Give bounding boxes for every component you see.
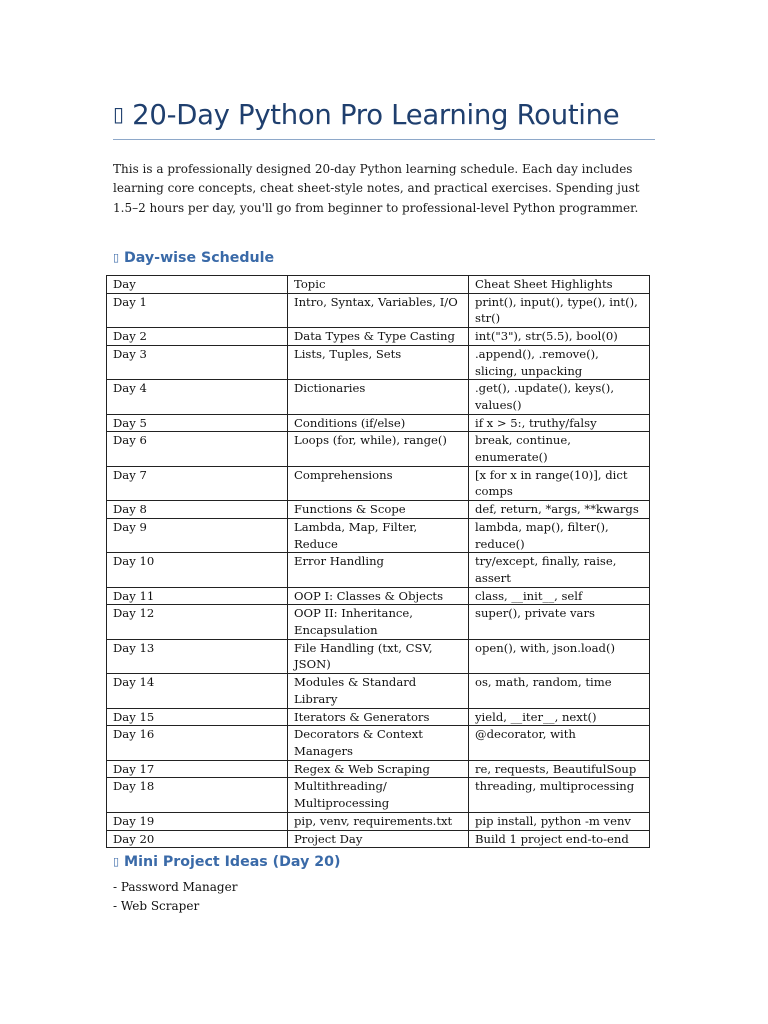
table-cell-highlights: break, continue, enumerate() bbox=[469, 432, 650, 466]
table-row bbox=[107, 726, 650, 760]
column-header-day: Day bbox=[107, 276, 288, 294]
table-row bbox=[107, 830, 650, 848]
table-cell-day: Day 19 bbox=[107, 812, 288, 830]
table-cell-topic: pip, venv, requirements.txt bbox=[288, 812, 469, 830]
table-row bbox=[107, 501, 650, 519]
table-cell-topic: Conditions (if/else) bbox=[288, 414, 469, 432]
table-cell-highlights: print(), input(), type(), int(), str() bbox=[469, 293, 650, 327]
table-row bbox=[107, 380, 650, 414]
table-cell-highlights: threading, multiprocessing bbox=[469, 778, 650, 812]
table-row bbox=[107, 414, 650, 432]
table-cell-day: Day 8 bbox=[107, 501, 288, 519]
table-row bbox=[107, 605, 650, 639]
table-cell-day: Day 11 bbox=[107, 587, 288, 605]
table-cell-day: Day 17 bbox=[107, 760, 288, 778]
table-cell-topic: Decorators & Context Managers bbox=[288, 726, 469, 760]
document-title-text: 20-Day Python Pro Learning Routine bbox=[132, 99, 620, 131]
table-row bbox=[107, 328, 650, 346]
table-cell-topic: Comprehensions bbox=[288, 466, 469, 500]
table-cell-topic: Iterators & Generators bbox=[288, 708, 469, 726]
table-cell-topic: Error Handling bbox=[288, 553, 469, 587]
table-cell-day: Day 18 bbox=[107, 778, 288, 812]
table-cell-highlights: def, return, *args, **kwargs bbox=[469, 501, 650, 519]
table-cell-highlights: os, math, random, time bbox=[469, 674, 650, 708]
schedule-table bbox=[106, 275, 650, 848]
table-cell-day: Day 2 bbox=[107, 328, 288, 346]
table-row bbox=[107, 778, 650, 812]
table-cell-day: Day 15 bbox=[107, 708, 288, 726]
table-cell-highlights: open(), with, json.load() bbox=[469, 639, 650, 673]
table-row bbox=[107, 708, 650, 726]
table-row bbox=[107, 432, 650, 466]
table-cell-day: Day 9 bbox=[107, 518, 288, 552]
table-cell-highlights: yield, __iter__, next() bbox=[469, 708, 650, 726]
table-cell-day: Day 4 bbox=[107, 380, 288, 414]
table-cell-highlights: super(), private vars bbox=[469, 605, 650, 639]
schedule-heading-text: Day-wise Schedule bbox=[124, 250, 275, 266]
table-cell-highlights: .get(), .update(), keys(), values() bbox=[469, 380, 650, 414]
table-cell-topic: Project Day bbox=[288, 830, 469, 848]
document-title bbox=[113, 92, 673, 137]
table-cell-topic: Intro, Syntax, Variables, I/O bbox=[288, 293, 469, 327]
table-cell-day: Day 6 bbox=[107, 432, 288, 466]
table-cell-highlights: .append(), .remove(), slicing, unpacking bbox=[469, 345, 650, 379]
table-row bbox=[107, 553, 650, 587]
table-cell-topic: Lambda, Map, Filter, Reduce bbox=[288, 518, 469, 552]
table-cell-highlights: pip install, python -m venv bbox=[469, 812, 650, 830]
table-row bbox=[107, 760, 650, 778]
table-cell-highlights: if x > 5:, truthy/falsy bbox=[469, 414, 650, 432]
missing-glyph-icon: ▯ bbox=[113, 251, 120, 264]
table-cell-day: Day 5 bbox=[107, 414, 288, 432]
table-cell-highlights: Build 1 project end-to-end bbox=[469, 830, 650, 848]
missing-glyph-icon: ▯ bbox=[113, 102, 124, 126]
table-cell-day: Day 3 bbox=[107, 345, 288, 379]
table-cell-highlights: lambda, map(), filter(), reduce() bbox=[469, 518, 650, 552]
list-item: - Password Manager bbox=[113, 880, 238, 894]
table-cell-highlights: @decorator, with bbox=[469, 726, 650, 760]
table-cell-topic: Lists, Tuples, Sets bbox=[288, 345, 469, 379]
table-cell-day: Day 14 bbox=[107, 674, 288, 708]
table-cell-topic: Modules & Standard Library bbox=[288, 674, 469, 708]
table-cell-highlights: re, requests, BeautifulSoup bbox=[469, 760, 650, 778]
title-divider bbox=[113, 139, 655, 140]
table-cell-highlights: try/except, finally, raise, assert bbox=[469, 553, 650, 587]
table-cell-topic: OOP I: Classes & Objects bbox=[288, 587, 469, 605]
table-cell-day: Day 10 bbox=[107, 553, 288, 587]
table-row bbox=[107, 518, 650, 552]
table-row bbox=[107, 587, 650, 605]
table-cell-highlights: class, __init__, self bbox=[469, 587, 650, 605]
projects-heading bbox=[113, 854, 341, 870]
missing-glyph-icon: ▯ bbox=[113, 855, 120, 868]
list-item: - Web Scraper bbox=[113, 899, 200, 913]
table-cell-topic: Multithreading/ Multiprocessing bbox=[288, 778, 469, 812]
table-row bbox=[107, 674, 650, 708]
table-row bbox=[107, 293, 650, 327]
table-cell-topic: Data Types & Type Casting bbox=[288, 328, 469, 346]
table-cell-topic: Functions & Scope bbox=[288, 501, 469, 519]
table-cell-topic: Regex & Web Scraping bbox=[288, 760, 469, 778]
table-cell-topic: Loops (for, while), range() bbox=[288, 432, 469, 466]
table-cell-day: Day 12 bbox=[107, 605, 288, 639]
table-cell-topic: File Handling (txt, CSV, JSON) bbox=[288, 639, 469, 673]
table-cell-day: Day 7 bbox=[107, 466, 288, 500]
column-header-topic: Topic bbox=[288, 276, 469, 294]
table-cell-day: Day 16 bbox=[107, 726, 288, 760]
table-row bbox=[107, 466, 650, 500]
table-row bbox=[107, 345, 650, 379]
projects-heading-text: Mini Project Ideas (Day 20) bbox=[124, 854, 341, 870]
table-cell-day: Day 13 bbox=[107, 639, 288, 673]
schedule-table-body bbox=[107, 276, 650, 848]
table-cell-day: Day 1 bbox=[107, 293, 288, 327]
table-cell-highlights: [x for x in range(10)], dict comps bbox=[469, 466, 650, 500]
table-cell-topic: OOP II: Inheritance, Encapsulation bbox=[288, 605, 469, 639]
intro-paragraph: This is a professionally designed 20-day Python learning schedule. Each day includes learning core concepts, cheat sheet-style notes, and practical exercises. Spending just 1.5–2 hours per day, you'll go from beginner to professional-level Python programmer. bbox=[113, 162, 640, 215]
table-cell-highlights: int("3"), str(5.5), bool(0) bbox=[469, 328, 650, 346]
table-row bbox=[107, 639, 650, 673]
table-row bbox=[107, 812, 650, 830]
table-header-row bbox=[107, 276, 650, 294]
table-cell-topic: Dictionaries bbox=[288, 380, 469, 414]
project-list bbox=[113, 878, 237, 916]
schedule-heading bbox=[113, 250, 274, 266]
table-cell-day: Day 20 bbox=[107, 830, 288, 848]
column-header-highlights: Cheat Sheet Highlights bbox=[469, 276, 650, 294]
